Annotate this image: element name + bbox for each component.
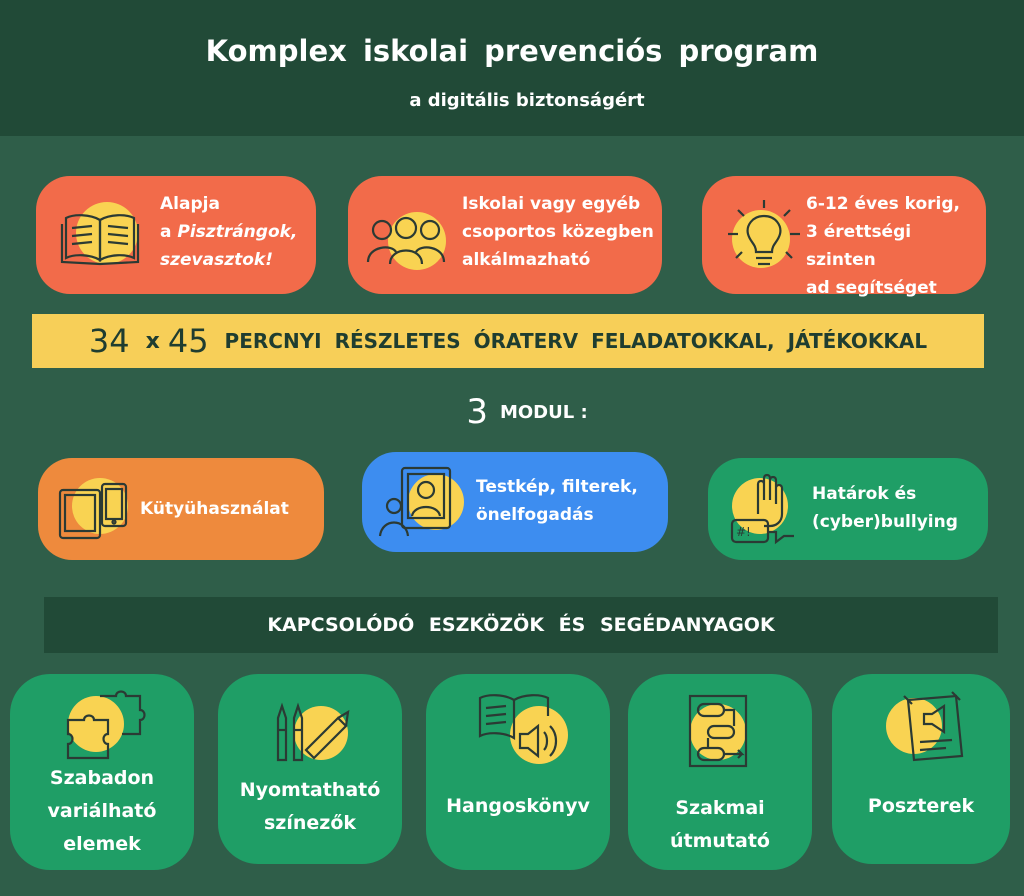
tool-label-line: útmutató — [670, 830, 770, 852]
module-label-devices: Kütyühasználat — [140, 499, 289, 519]
feature-text — [160, 190, 297, 274]
svg-text:#!: #! — [736, 525, 751, 539]
tool-label — [10, 762, 194, 861]
tool-label — [832, 790, 1010, 823]
selfie-icon — [376, 466, 466, 538]
module-count: 3 — [466, 392, 488, 432]
lesson-banner — [32, 314, 984, 368]
module-line: Határok és — [812, 484, 917, 504]
hand-stop-icon — [728, 470, 804, 546]
feature-card-basis — [36, 176, 316, 294]
tool-label — [218, 774, 402, 840]
group-icon — [366, 210, 446, 266]
lesson-minutes: 45 — [167, 322, 209, 360]
header-band — [0, 0, 1024, 136]
feature-line — [160, 218, 297, 246]
feature-text — [462, 190, 654, 274]
crayons-icon — [272, 700, 352, 764]
puzzle-icon — [60, 690, 152, 760]
tool-label-line: elemek — [63, 833, 141, 855]
feature-line: 3 érettségi szinten — [806, 222, 912, 270]
book-icon — [60, 210, 140, 266]
module-card-body-image — [362, 452, 668, 552]
tools-heading: KAPCSOLÓDÓ ESZKÖZÖK ÉS SEGÉDANYAGOK — [44, 597, 998, 653]
tool-card-coloring — [218, 674, 402, 864]
book-title-part: Pisztrángok, — [177, 222, 298, 242]
lightbulb-icon — [724, 196, 804, 272]
module-line: önelfogadás — [476, 505, 594, 525]
feature-line: Alapja — [160, 194, 220, 214]
tool-label-line: variálható — [47, 800, 157, 822]
devices-icon — [58, 482, 130, 540]
book-title-part: szevasztok! — [160, 250, 273, 270]
feature-card-setting — [348, 176, 662, 294]
feature-line: csoportos közegben — [462, 222, 654, 242]
tool-card-guide — [628, 674, 812, 870]
page-title: Komplex iskolai prevenciós program — [205, 34, 819, 68]
tool-card-puzzle — [10, 674, 194, 870]
tool-label-line: Nyomtatható — [239, 779, 381, 801]
feature-line: alkálmazható — [462, 250, 591, 270]
lesson-description: PERCNYI RÉSZLETES ÓRATERV FELADATOKKAL, JÁTÉKOKKAL — [224, 329, 928, 353]
flowchart-icon — [688, 694, 752, 768]
feature-card-age — [702, 176, 986, 298]
module-label: MODUL : — [499, 401, 588, 423]
tool-label-line: színezők — [263, 812, 357, 834]
tool-label-line: Hangoskönyv — [446, 795, 590, 817]
module-text — [476, 473, 638, 529]
tool-label-line: Szabadon — [49, 767, 155, 789]
feature-line-prefix: a — [160, 222, 178, 242]
tool-card-audiobook — [426, 674, 610, 870]
poster-icon — [898, 692, 968, 764]
module-line: Testkép, filterek, — [476, 477, 638, 497]
modules-heading — [0, 392, 1024, 432]
feature-line: Iskolai vagy egyéb — [462, 194, 641, 214]
lesson-count: 34 — [88, 322, 130, 360]
tool-label — [426, 790, 610, 823]
module-text — [812, 480, 958, 536]
tool-label — [628, 792, 812, 858]
module-card-bullying — [708, 458, 988, 560]
tool-label-line: Poszterek — [867, 795, 975, 817]
tool-card-posters — [832, 674, 1010, 864]
feature-line: 6-12 éves korig, — [806, 194, 961, 214]
feature-line: ad segítséget — [806, 278, 937, 298]
page-subtitle: a digitális biztonságért — [409, 90, 645, 111]
times-sign: x — [145, 328, 160, 354]
tool-label-line: Szakmai — [675, 797, 765, 819]
lesson-banner-text — [32, 314, 984, 368]
module-card-devices — [38, 458, 324, 560]
audiobook-icon — [474, 692, 566, 764]
feature-text — [806, 190, 986, 302]
module-line: (cyber)bullying — [812, 512, 958, 532]
